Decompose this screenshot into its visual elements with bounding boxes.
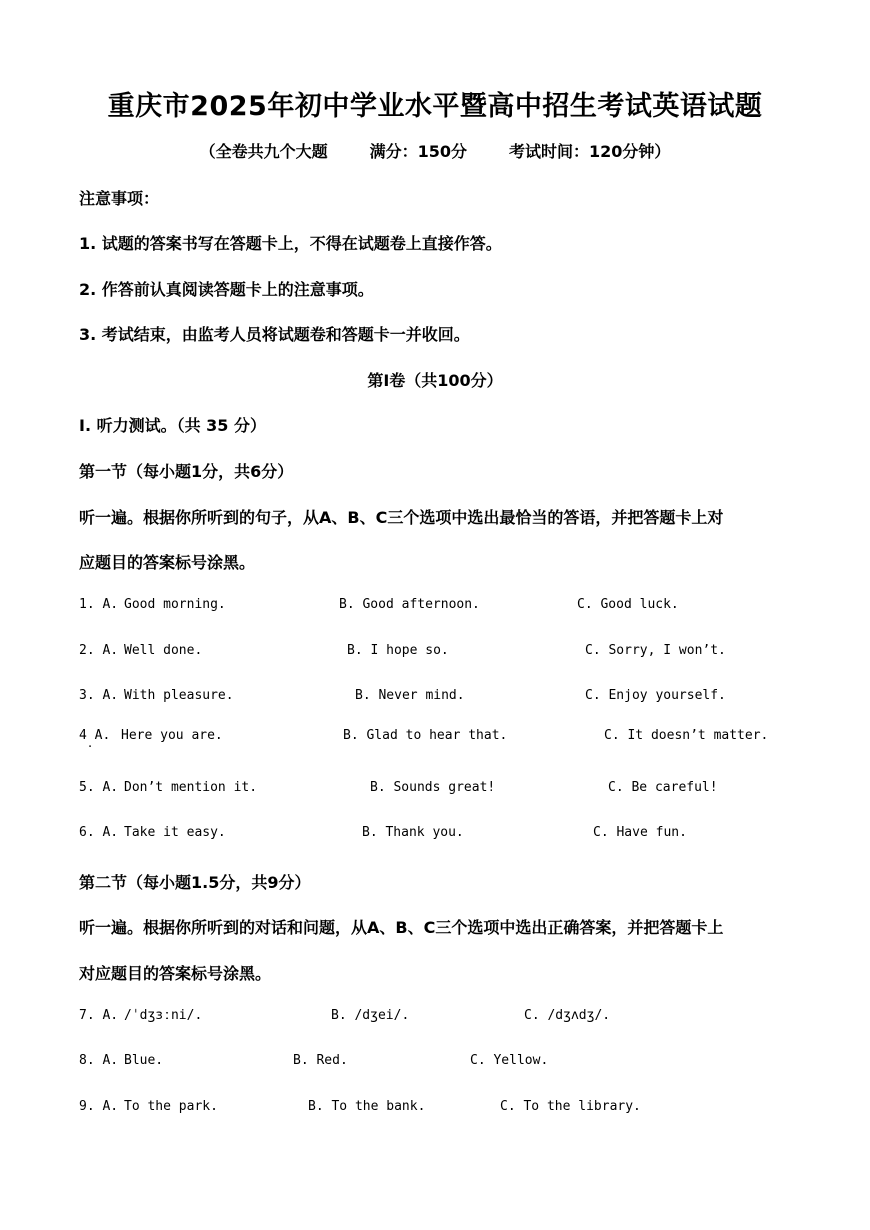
exam-subtitle bbox=[0, 139, 870, 162]
option-a: Blue. bbox=[124, 1053, 164, 1068]
option-a: Good morning. bbox=[124, 597, 226, 612]
option-b: B. Sounds great! bbox=[370, 780, 496, 795]
question-number: 4 A. bbox=[79, 728, 111, 743]
option-b: B. Glad to hear that. bbox=[343, 728, 508, 743]
option-c: C. To the library. bbox=[500, 1099, 641, 1114]
option-c: C. Sorry, I won’t. bbox=[585, 643, 726, 658]
part2-instruction: 听一遍。根据你所听到的对话和问题，从A、B、C三个选项中选出正确答案，并把答题卡上 bbox=[79, 918, 724, 937]
option-b: B. Good afternoon. bbox=[339, 597, 480, 612]
part1-instruction-cont: 应题目的答案标号涂黑。 bbox=[79, 553, 256, 572]
subtitle-scope: （全卷共九个大题 bbox=[199, 142, 328, 161]
option-a: Don’t mention it. bbox=[124, 780, 258, 795]
exam-title: 重庆市2025年初中学业水平暨高中招生考试英语试题 bbox=[107, 91, 763, 122]
part2-instruction-cont: 对应题目的答案标号涂黑。 bbox=[79, 964, 272, 983]
question-number: 7. A. bbox=[79, 1008, 119, 1023]
stray-dot-mark: · bbox=[88, 740, 93, 755]
subtitle-time: 考试时间：120分钟） bbox=[509, 142, 671, 161]
section-heading: Ⅰ. 听力测试。（共 35 分） bbox=[79, 416, 267, 435]
notice-item: 2. 作答前认真阅读答题卡上的注意事项。 bbox=[79, 280, 374, 299]
question-number: 8. A. bbox=[79, 1053, 119, 1068]
notice-heading: 注意事项： bbox=[79, 189, 160, 208]
option-c: C. It doesn’t matter. bbox=[604, 728, 769, 743]
option-c: C. Have fun. bbox=[593, 825, 687, 840]
option-a: /ˈdʒɜːni/. bbox=[124, 1008, 203, 1023]
option-b: B. To the bank. bbox=[308, 1099, 426, 1114]
question-number: 6. A. bbox=[79, 825, 119, 840]
option-c: C. /dʒʌdʒ/. bbox=[524, 1008, 611, 1023]
option-b: B. Thank you. bbox=[362, 825, 464, 840]
notice-item: 1. 试题的答案书写在答题卡上，不得在试题卷上直接作答。 bbox=[79, 234, 502, 253]
subtitle-score: 满分：150分 bbox=[369, 142, 467, 161]
question-number: 1. A. bbox=[79, 597, 119, 612]
question-number: 3. A. bbox=[79, 688, 119, 703]
option-a: With pleasure. bbox=[124, 688, 234, 703]
option-b: B. I hope so. bbox=[347, 643, 449, 658]
question-number: 9. A. bbox=[79, 1099, 119, 1114]
part1-heading: 第一节（每小题1分，共6分） bbox=[79, 462, 294, 481]
option-c: C. Be careful! bbox=[608, 780, 718, 795]
option-b: B. /dʒei/. bbox=[331, 1008, 410, 1023]
option-a: To the park. bbox=[124, 1099, 218, 1114]
option-b: B. Red. bbox=[293, 1053, 348, 1068]
option-a: Take it easy. bbox=[124, 825, 226, 840]
option-a: Well done. bbox=[124, 643, 203, 658]
option-c: C. Enjoy yourself. bbox=[585, 688, 726, 703]
option-a: Here you are. bbox=[121, 728, 223, 743]
question-number: 2. A. bbox=[79, 643, 119, 658]
option-c: C. Good luck. bbox=[577, 597, 679, 612]
option-c: C. Yellow. bbox=[470, 1053, 549, 1068]
part2-heading: 第二节（每小题1.5分，共9分） bbox=[79, 873, 311, 892]
part1-instruction: 听一遍。根据你所听到的句子，从A、B、C三个选项中选出最恰当的答语，并把答题卡上对 bbox=[79, 508, 724, 527]
option-b: B. Never mind. bbox=[355, 688, 465, 703]
question-number: 5. A. bbox=[79, 780, 119, 795]
notice-item: 3. 考试结束，由监考人员将试题卷和答题卡一并收回。 bbox=[79, 325, 470, 344]
volume-heading: 第Ⅰ卷（共100分） bbox=[367, 371, 503, 390]
